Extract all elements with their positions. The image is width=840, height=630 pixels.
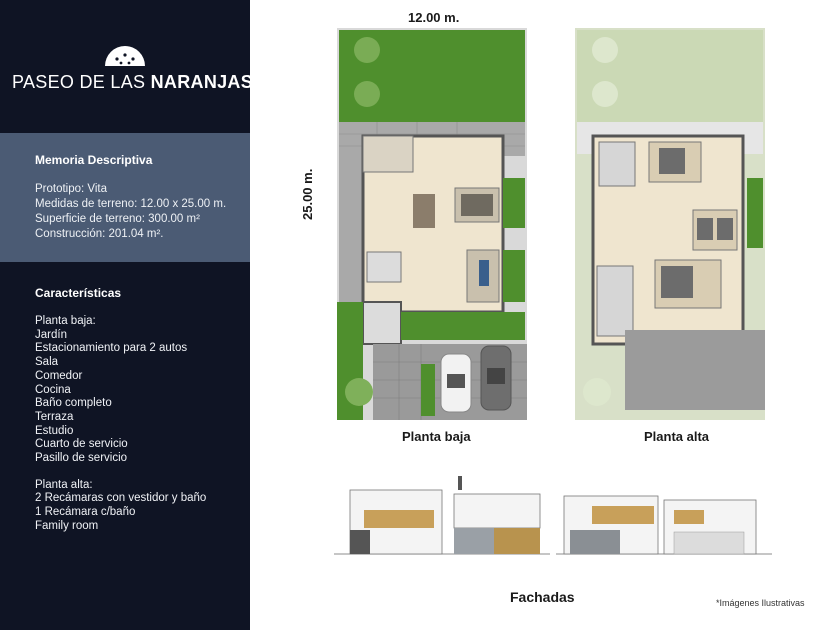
list-item: Estudio — [35, 424, 74, 437]
upper-floor-caption: Planta alta — [644, 429, 710, 444]
brand-logo — [0, 44, 250, 68]
list-item: Sala — [35, 356, 59, 369]
planta-alta-heading: Planta alta: — [35, 478, 93, 491]
list-item: Terraza — [35, 410, 74, 423]
memoria-lines — [35, 182, 226, 242]
caracteristicas-title: Características — [35, 286, 122, 300]
memoria-descriptiva-panel — [0, 133, 250, 262]
brand-name — [12, 72, 253, 93]
sidebar — [0, 0, 254, 630]
front-facade — [350, 476, 540, 554]
list-item: Jardín — [35, 328, 67, 341]
memoria-line: Medidas de terreno: 12.00 x 25.00 m. — [35, 198, 227, 210]
side-facade — [564, 496, 756, 554]
list-item: Baño completo — [35, 397, 112, 410]
dining-table — [413, 194, 435, 228]
ground-floor-caption: Planta baja — [402, 429, 471, 444]
facades-drawings — [334, 470, 772, 566]
list-item: 1 Recámara c/baño — [35, 506, 136, 519]
brand-name-light: PASEO DE LAS — [12, 72, 151, 92]
facades-caption: Fachadas — [510, 589, 575, 605]
car-icon — [441, 354, 471, 412]
list-item: Family room — [35, 519, 99, 532]
list-item: Pasillo de servicio — [35, 452, 128, 465]
ground-floor-plan — [337, 28, 527, 420]
memoria-line: Prototipo: Vita — [35, 183, 108, 195]
list-item: 2 Recámaras con vestidor y baño — [35, 492, 207, 505]
list-item: Cocina — [35, 383, 71, 396]
car-icon — [481, 346, 511, 410]
list-item: Comedor — [35, 369, 83, 382]
memoria-line: Superficie de terreno: 300.00 m² — [35, 213, 200, 225]
caracteristicas-section — [35, 286, 206, 534]
memoria-title: Memoria Descriptiva — [35, 153, 153, 167]
list-item: Cuarto de servicio — [35, 438, 128, 451]
half-sun-logo-icon — [103, 44, 147, 68]
memoria-line: Construcción: 201.04 m². — [35, 228, 164, 240]
planta-baja-heading: Planta baja: — [35, 315, 96, 327]
brand-name-bold: NARANJAS — [150, 72, 254, 92]
disclaimer-note: *Imágenes Ilustrativas — [716, 598, 805, 608]
list-item: Estacionamiento para 2 autos — [35, 342, 188, 355]
lot-width-label: 12.00 m. — [408, 10, 460, 25]
lot-length-label: 25.00 m. — [300, 168, 315, 220]
upper-floor-plan — [575, 28, 765, 420]
